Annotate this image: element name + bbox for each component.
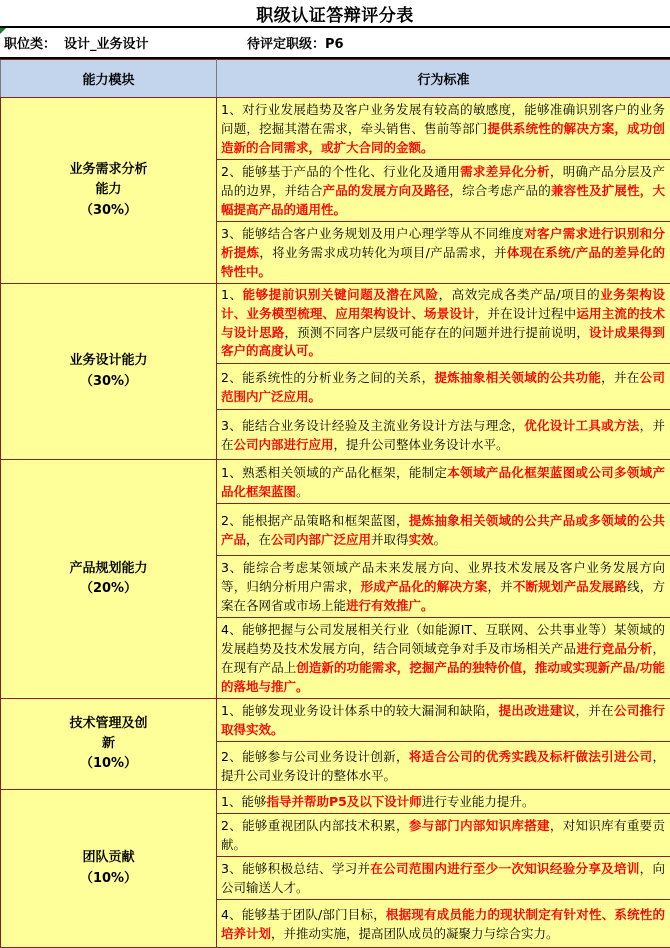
table-header-row [1, 60, 670, 98]
behavior-standard-cell [217, 556, 670, 618]
table-body [1, 98, 670, 948]
module-cell [1, 284, 217, 460]
highlighted-text: 进行有效推广。 [346, 598, 434, 613]
behavior-standard-cell [217, 504, 670, 556]
behavior-standard-cell [217, 790, 670, 814]
body-text: ，高效完成各类产品/项目的 [439, 287, 601, 302]
body-text: ，预测不同客户层级可能存在的问题并进行提前说明， [284, 325, 589, 340]
body-text: ，向公司输送人才。 [221, 861, 665, 895]
highlighted-text: 公司推行取得实效。 [221, 703, 665, 737]
module-label-line: 新 [5, 734, 212, 754]
body-text: 1、熟悉相关领域的产品化框架，能制定 [221, 465, 447, 480]
table-row [1, 699, 670, 742]
highlighted-text: 根据现有成员能力的现状制定有针对性、系统性的培养计划 [221, 907, 665, 941]
module-cell [1, 98, 217, 284]
body-text: ，提升公司业务设计的整体水平。 [221, 749, 665, 783]
highlighted-text: 提炼抽象相关领域的公共功能 [434, 370, 601, 385]
table-header [1, 60, 670, 98]
module-label-line: 产品规划能力 [5, 559, 212, 579]
highlighted-text: 在公司范围内进行至少一次知识经验分享及培训 [370, 861, 639, 876]
highlighted-text: 不断规划产品发展路 [513, 579, 627, 594]
module-cell [1, 460, 217, 699]
module-label-line: 技术管理及创 [5, 714, 212, 734]
highlighted-text: 能够提前识别关键问题及潜在风险 [243, 287, 439, 302]
body-text: ，明确产品分层及产品的边界，并结合 [221, 164, 665, 198]
highlighted-text: 公司内部广泛应用 [271, 532, 371, 547]
module-label-line: （10%） [5, 754, 212, 774]
behavior-standard-cell [217, 364, 670, 410]
evaluation-criteria-table [0, 59, 670, 948]
body-text: 2、能根据产品策略和框架蓝图， [221, 513, 409, 528]
body-text: ，对知识库有重要贡献。 [221, 818, 665, 852]
behavior-standard-cell [217, 814, 670, 857]
body-text: ，并在设计过程中 [475, 306, 577, 321]
module-cell [1, 790, 217, 948]
highlighted-text: 提出改进建议 [499, 703, 576, 718]
body-text: 。 [296, 484, 309, 499]
module-label-line: 团队贡献 [5, 848, 212, 868]
behavior-standard-cell [217, 284, 670, 364]
body-text: ，提升公司整体业务设计水平。 [334, 437, 509, 452]
highlighted-text: 指导并帮助P5及以下设计师 [266, 794, 421, 809]
target-level-text: 待评定职级：P6 [247, 33, 344, 52]
body-text: ，并在 [576, 703, 614, 718]
body-text: 4、能够把握与公司发展相关行业（如能源IT、互联网、公共事业等）某领域的发展趋势及技术发展方向，结合同领域竞争对手及市场相关产品 [221, 622, 665, 656]
behavior-standard-cell [217, 460, 670, 504]
body-text: ，在 [246, 532, 271, 547]
body-text: 1、对行业发展趋势及客户业务发展有较高的敏感度，能够准确识别客户的业务问题，挖掘其潜在需求，牵头销售、售前等部门 [221, 102, 665, 136]
behavior-standard-cell [217, 222, 670, 284]
behavior-standard-cell [217, 98, 670, 160]
body-text: ，将业务需求成功转化为项目/产品需求，并 [259, 245, 507, 260]
highlighted-text: 实效 [409, 532, 434, 547]
behavior-standard-cell [217, 742, 670, 790]
body-text: 4、能够基于团队/部门目标， [221, 907, 386, 922]
body-text: ，并推动实施，提高团队成员的凝聚力与综合实力。 [271, 926, 559, 941]
table-row [1, 790, 670, 814]
module-label-line: 能力 [5, 180, 212, 200]
highlighted-text: 参与部门内部知识库搭建 [409, 818, 550, 833]
behavior-standard-cell [217, 900, 670, 948]
table-row [1, 98, 670, 160]
position-type-value: 设计_业务设计 [56, 33, 149, 52]
body-text: 2、能够重视团队内部技术积累， [221, 818, 409, 833]
table-row [1, 460, 670, 504]
body-text: 1、能够发现业务设计体系中的较大漏洞和缺陷， [221, 703, 499, 718]
highlighted-text: 优化设计工具或方法 [524, 418, 639, 433]
highlighted-text: 产品的发展方向及路径 [323, 183, 450, 198]
body-text: ，在现有产品上 [221, 641, 665, 675]
highlighted-text: 兼容性及扩展性，大幅提高产品的通用性。 [221, 183, 665, 217]
column-header-module: 能力模块 [1, 60, 217, 98]
highlighted-text: 将适合公司的优秀实践及标杆做法引进公司 [409, 749, 653, 764]
highlighted-text: 运用主流的技术与设计思路 [221, 306, 665, 340]
body-text: ，并在 [601, 370, 639, 385]
body-text: 。 [434, 532, 447, 547]
module-label-line: 业务设计能力 [5, 351, 212, 371]
module-label-line: 业务需求分析 [5, 160, 212, 180]
highlighted-text: 需求差异化分析 [460, 164, 550, 179]
body-text: 2、能够参与公司业务设计创新， [221, 749, 409, 764]
module-label-line: （30%） [5, 372, 212, 392]
highlighted-text: 进行竞品分析 [576, 641, 652, 656]
highlighted-text: 业务架构设计、业务模型梳理、应用架构设计、场景设计 [221, 287, 665, 321]
highlighted-text: 提供系统性的解决方案，成功创造新的合同需求，或扩大合同的金额。 [221, 121, 665, 155]
highlighted-text: 创造新的功能需求，挖掘产品的独特价值，推动或实现新产品/功能的落地与推广。 [221, 660, 665, 694]
body-text: 并取得 [371, 532, 409, 547]
behavior-standard-cell [217, 857, 670, 900]
body-text: 线，方案在各网省或市场上能 [221, 579, 665, 613]
body-text: 1、 [221, 287, 243, 302]
module-cell [1, 699, 217, 790]
body-text: 3、能综合考虑某领域产品未来发展方向、业界技术发展及客户业务发展方向等，归纳分析用户需求， [221, 560, 665, 594]
highlighted-text: 体现在系统/产品的差异化的特性中。 [221, 245, 665, 279]
body-text: 3、能够积极总结、学习并 [221, 861, 370, 876]
body-text: ，并在 [221, 418, 665, 452]
highlighted-text: 公司范围内广泛应用。 [221, 370, 665, 404]
highlighted-text: 提炼抽象相关领域的公共产品或多领域的公共产品 [221, 513, 665, 547]
body-text: 1、能够 [221, 794, 266, 809]
module-label-line: （20%） [5, 579, 212, 599]
highlighted-text: 本领域产品化框架蓝图或公司多领域产品化框架蓝图 [221, 465, 665, 499]
body-text: 3、能够结合客户业务规划及用户心理学等从不同维度 [221, 226, 524, 241]
body-text: 2、能系统性的分析业务之间的关系， [221, 370, 434, 385]
highlighted-text: 对客户需求进行识别和分析提炼 [221, 226, 665, 260]
behavior-standard-cell [217, 618, 670, 699]
body-text: ，综合考虑产品的 [449, 183, 551, 198]
page-title: 职级认证答辩评分表 [256, 1, 414, 26]
position-type-label: 职位类： [0, 33, 56, 52]
behavior-standard-cell [217, 410, 670, 460]
column-header-behavior: 行为标准 [217, 60, 670, 98]
highlighted-text: 设计成果得到客户的高度认可。 [221, 325, 665, 359]
module-label-line: （30%） [5, 201, 212, 221]
document-title-bar [0, 0, 670, 28]
module-label-line: （10%） [5, 869, 212, 889]
behavior-standard-cell [217, 160, 670, 222]
body-text: 2、能够基于产品的个性化、行业化及通用 [221, 164, 460, 179]
table-row [1, 284, 670, 364]
body-text: 3、能结合业务设计经验及主流业务设计方法与理念， [221, 418, 524, 433]
behavior-standard-cell [217, 699, 670, 742]
meta-info-row [0, 28, 670, 59]
body-text: 进行专业能力提升。 [422, 794, 535, 809]
cell-comment-marker-icon [0, 28, 6, 34]
highlighted-text: 形成产品化的解决方案 [361, 579, 488, 594]
highlighted-text: 公司内部进行应用 [234, 437, 334, 452]
body-text: ，并 [487, 579, 512, 594]
